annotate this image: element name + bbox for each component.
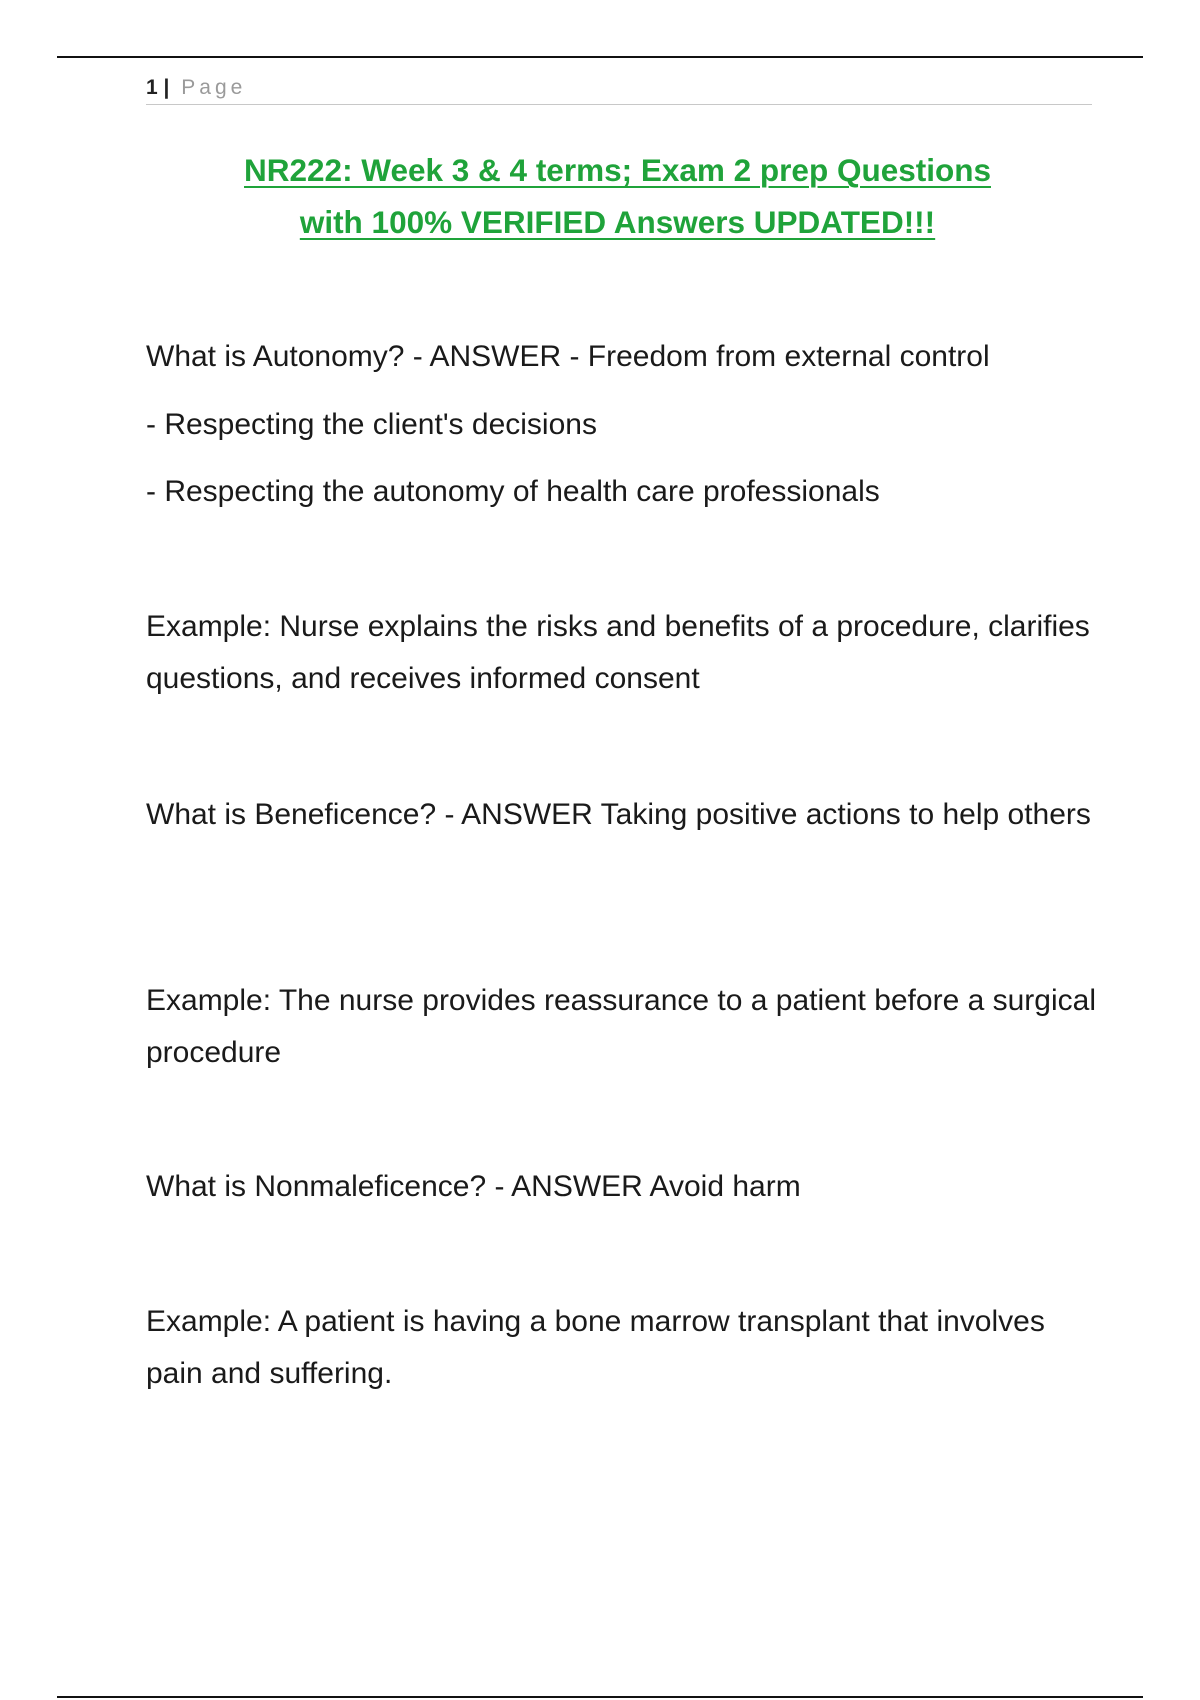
page-label: Page [181, 76, 247, 99]
autonomy-bullet-2: - Respecting the autonomy of health care professionals [146, 475, 880, 508]
nonmaleficence-question: What is Nonmaleficence? - ANSWER Avoid harm [146, 1170, 801, 1203]
page-separator: | [163, 76, 170, 99]
document-title [120, 144, 1115, 248]
top-rule [57, 56, 1143, 58]
title-line-1: NR222: Week 3 & 4 terms; Exam 2 prep Questions [244, 152, 991, 188]
autonomy-bullet-1: - Respecting the client's decisions [146, 408, 597, 441]
autonomy-question: What is Autonomy? - ANSWER - Freedom from external control [146, 340, 990, 373]
beneficence-example: Example: The nurse provides reassurance to a patient before a surgical procedure [146, 984, 1096, 1069]
page-header [146, 74, 1092, 105]
bottom-rule [57, 1696, 1143, 1698]
page-number: 1 [146, 76, 158, 99]
title-line-2: with 100% VERIFIED Answers UPDATED!!! [299, 204, 936, 240]
autonomy-example: Example: Nurse explains the risks and benefits of a procedure, clarifies questions, and receives informed consent [146, 610, 1090, 695]
beneficence-question: What is Beneficence? - ANSWER Taking positive actions to help others [146, 798, 1091, 831]
nonmaleficence-example: Example: A patient is having a bone marrow transplant that involves pain and suffering. [146, 1305, 1045, 1390]
